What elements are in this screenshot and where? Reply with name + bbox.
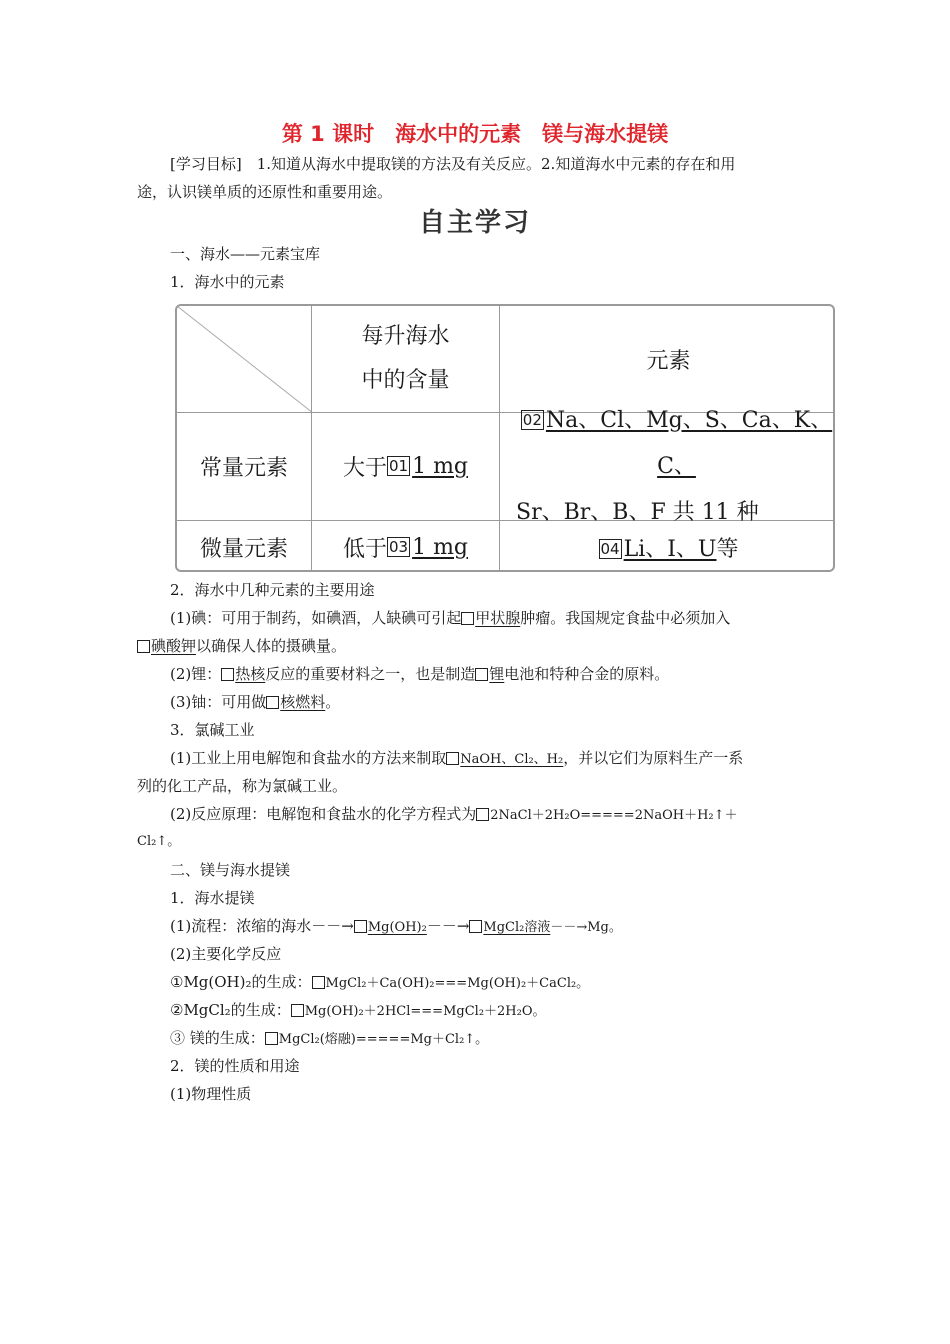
row2-elements-text: Li、I、U bbox=[623, 537, 717, 562]
blank-box bbox=[469, 920, 482, 933]
part2-sub2: 2．镁的性质和用途 bbox=[170, 1057, 300, 1075]
rxn1-line: ①Mg(OH)₂的生成： MgCl₂＋Ca(OH)₂===Mg(OH)₂＋CaCl₂。 bbox=[170, 973, 590, 991]
uranium-answer: 核燃料 bbox=[266, 693, 325, 711]
blank-box bbox=[137, 640, 150, 653]
main-reactions-heading: (2)主要化学反应 bbox=[170, 945, 282, 963]
answer-number-03: 03 bbox=[388, 538, 409, 556]
chlor-answer: NaOH、Cl₂、H₂ bbox=[446, 749, 563, 767]
header-elements: 元素 bbox=[646, 348, 691, 374]
row1-label: 常量元素 bbox=[199, 456, 288, 481]
part2-sub1: 1．海水提镁 bbox=[170, 889, 255, 907]
row2-elements-suffix: 等 bbox=[716, 537, 739, 562]
lesson-title: 第 1 课时 海水中的元素 镁与海水提镁 bbox=[281, 122, 669, 146]
part2-heading: 二、镁与海水提镁 bbox=[170, 861, 291, 879]
blank-box bbox=[446, 752, 459, 765]
part1-sub1: 1．海水中的元素 bbox=[170, 273, 285, 291]
row1-elements bbox=[500, 407, 835, 525]
answer-number-01: 01 bbox=[388, 457, 409, 475]
iodine-answer-1: 甲状腺 bbox=[475, 609, 521, 627]
row2-elements bbox=[500, 521, 835, 572]
row1-amount-answer bbox=[387, 454, 468, 479]
row2-amount-prefix: 低于 bbox=[342, 537, 387, 562]
blank-box bbox=[312, 976, 325, 989]
lithium-answer-2: 锂 bbox=[475, 665, 504, 683]
lithium-line: (2)锂： 热核反应的重要材料之一，也是制造 锂电池和特种合金的原料。 bbox=[170, 665, 670, 683]
header-amount-line2: 中的含量 bbox=[361, 368, 450, 393]
blank-box bbox=[265, 1032, 278, 1045]
row1-elements-text1: Na、Cl、Mg、S、Ca、K、C、 bbox=[545, 407, 833, 479]
answer-number-02: 02 bbox=[522, 410, 542, 429]
row1-elements-line1 bbox=[516, 398, 835, 490]
objectives-line1: [学习目标] 1.知道从海水中提取镁的方法及有关反应。2.知道海水中元素的存在和用 bbox=[170, 155, 736, 173]
iodine-line2: 碘酸钾以确保人体的摄碘量。 bbox=[137, 632, 817, 660]
rxn3-line: ③ 镁的生成： MgCl₂(熔融)=====Mg＋Cl₂↑。 bbox=[170, 1029, 489, 1047]
row1-amount-value: 1 mg bbox=[412, 454, 469, 479]
section-heading: 自主学习 bbox=[418, 208, 531, 238]
lithium-answer-1: 热核 bbox=[221, 665, 265, 683]
iodine-line1: (1)碘：可用于制药，如碘酒，人缺碘可引起 甲状腺肿瘤。我国规定食盐中必须加入 bbox=[170, 609, 731, 627]
row1-amount bbox=[312, 413, 499, 520]
iodine-answer-2: 碘酸钾 bbox=[137, 637, 196, 655]
reaction-line2: Cl₂↑。 bbox=[137, 834, 181, 849]
header-diagonal bbox=[177, 306, 313, 413]
flow-answer-1: Mg(OH)₂ bbox=[354, 917, 427, 935]
elements-table bbox=[175, 304, 835, 572]
blank-box bbox=[475, 668, 488, 681]
header-amount-line1: 每升海水 bbox=[361, 324, 450, 349]
blank-box bbox=[354, 920, 367, 933]
part1-heading: 一、海水——元素宝库 bbox=[170, 245, 321, 263]
blank-box bbox=[221, 668, 234, 681]
reaction-line1: (2)反应原理：电解饱和食盐水的化学方程式为 2NaCl＋2H₂O=====2NaOH＋H₂↑＋ bbox=[170, 805, 738, 823]
blank-box bbox=[291, 1004, 304, 1017]
row2-amount-answer bbox=[387, 535, 468, 560]
uranium-line: (3)铀：可用做 核燃料。 bbox=[170, 693, 341, 711]
chlor-line1: (1)工业上用电解饱和食盐水的方法来制取 NaOH、Cl₂、H₂，并以它们为原料生产一系 bbox=[170, 749, 744, 767]
answer-number-04: 04 bbox=[600, 540, 620, 558]
row2-elements-answer bbox=[599, 532, 717, 563]
row2-label: 微量元素 bbox=[199, 537, 288, 562]
physical-properties: (1)物理性质 bbox=[170, 1085, 252, 1103]
rxn2-line: ②MgCl₂的生成： Mg(OH)₂＋2HCl===MgCl₂＋2H₂O。 bbox=[170, 1001, 546, 1019]
objectives-line2: 途，认识镁单质的还原性和重要用途。 bbox=[137, 183, 393, 201]
row2-amount-value: 1 mg bbox=[412, 535, 469, 560]
blank-box bbox=[476, 808, 489, 821]
part1-sub3: 3．氯碱工业 bbox=[170, 721, 255, 739]
chlor-line2: 列的化工产品，称为氯碱工业。 bbox=[137, 777, 348, 795]
row1-elements-line2: Sr、Br、B、F 共 11 种 bbox=[516, 499, 759, 525]
blank-box bbox=[461, 612, 474, 625]
row2-amount bbox=[312, 521, 499, 572]
flow-answer-2: MgCl₂溶液 bbox=[469, 917, 550, 935]
flow-line: (1)流程：浓缩的海水－－→ Mg(OH)₂－－→ MgCl₂溶液－－→Mg。 bbox=[170, 917, 622, 935]
blank-box bbox=[266, 696, 279, 709]
row1-amount-prefix: 大于 bbox=[342, 456, 387, 481]
part1-sub2: 2．海水中几种元素的主要用途 bbox=[170, 581, 375, 599]
header-amount bbox=[312, 306, 499, 412]
